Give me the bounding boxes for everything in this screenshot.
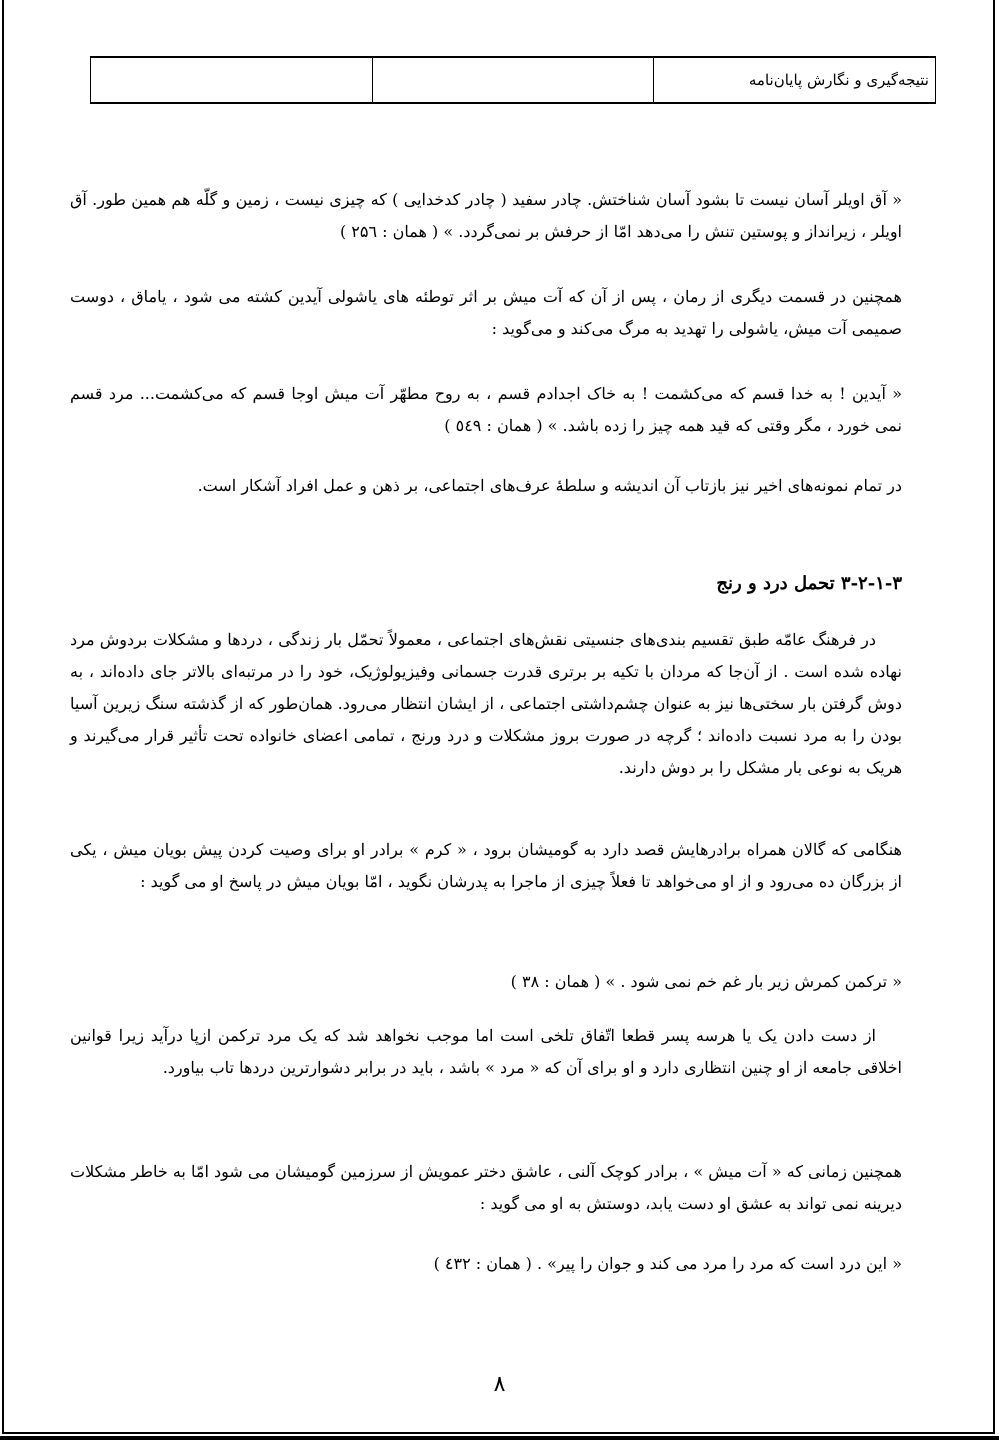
page-bottom-border — [0, 1436, 999, 1440]
section-heading: ۳-۲-۱-۳ تحمل درد و رنج — [716, 573, 902, 594]
table-cell — [372, 57, 654, 103]
page-number: ۸ — [493, 1372, 506, 1397]
table-cell-title: نتیجه‌گیری و نگارش پایان‌نامه — [654, 57, 936, 103]
body-paragraph: در تمام نمونه‌های اخیر نیز بازتاب آن اندیشه و سلطهٔ عرف‌های اجتماعی، بر ذهن و عمل افراد آشکار است. — [197, 476, 902, 495]
quote-paragraph: « آق اویلر آسان نیست تا بشود آسان شناختش. چادر سفید ( چادر کدخدایی ) که چیزی نیست ، زمین و گلّه هم همین طور. آق اویلر ، زیرانداز و پوستین تنش را می‌دهد امّا از حرفش بر نمی‌گردد. » ( همان : ۲۵٦ ) — [70, 190, 902, 241]
quote-paragraph: « آیدین ! به خدا قسم که می‌کشمت ! به خاک اجدادم قسم ، به روح مطهّر آت میش اوجا قسم که می‌کشمت... مرد قسم نمی خورد ، مگر وقتی که قید همه چیز را زده باشد. » ( همان : ٥٤٩ ) — [70, 384, 902, 435]
quote-paragraph: « ترکمن کمرش زیر بار غم خم نمی شود . » ( همان : ۳۸ ) — [510, 972, 902, 991]
body-paragraph: همچنین در قسمت دیگری از رمان ، پس از آن که آت میش بر اثر توطئه های یاشولی آیدین کشته می شود ، یاماق ، دوست صمیمی آت میش، یاشولی را تهدید به مرگ می‌کند و می‌گوید : — [70, 287, 902, 338]
table-row — [91, 57, 936, 103]
header-table — [90, 56, 936, 104]
quote-paragraph: « این درد است که مرد را مرد می کند و جوان را پیر» . ( همان : ٤۳۲ ) — [433, 1254, 902, 1273]
body-paragraph: هنگامی که گالان همراه برادرهایش قصد دارد به گومیشان برود ، « کرم » برادر او برای وصیت کردن پیش بویان میش ، یکی از بزرگان ده می‌رود و از او می‌خواهد تا فعلاً چیزی از ماجرا به پدرشان نگوید ، امّا بویان میش در پاسخ او می گوید : — [70, 840, 902, 891]
body-paragraph: از دست دادن یک یا هرسه پسر قطعا اتّفاق تلخی است اما موجب نخواهد شد که یک مرد ترکمن ازپا درآید زیرا قوانین اخلاقی جامعه از او چنین انتظاری دارد و او برای آن که « مرد » باشد ، باید در برابر دشوارترین دردها تاب بیاورد. — [70, 1026, 902, 1077]
body-paragraph: در فرهنگ عامّه طبق تقسیم بندی‌های جنسیتی نقش‌های اجتماعی ، معمولاً تحمّل بار زندگی ، دردها و مشکلات بردوش مرد نهاده شده است . از آن‌جا که مردان با تکیه بر برتری قدرت جسمانی وفیزیولوژیک، خود را در مرتبه‌ای بالاتر جای داده‌اند ، به دوش گرفتن بار سختی‌ها نیز به عنوان چشم‌داشتی اجتماعی ، از ایشان انتظار می‌رود. همان‌طور که از گذشته سنگ زیرین آسیا بودن را به مرد نسبت داده‌اند ؛ گرچه در صورت بروز مشکلات و درد ورنج ، تمامی اعضای خانواده تحت تأثیر قرار می‌گیرند و هریک به نوعی بار مشکل را بر دوش دارند. — [70, 630, 902, 777]
body-paragraph: همچنین زمانی که « آت میش » ، برادر کوچک آلنی ، عاشق دختر عمویش از سرزمین گومیشان می شود امّا به خاطر مشکلات دیرینه نمی تواند به عشق او دست یابد، دوستش به او می گوید : — [70, 1162, 902, 1213]
table-cell — [91, 57, 373, 103]
